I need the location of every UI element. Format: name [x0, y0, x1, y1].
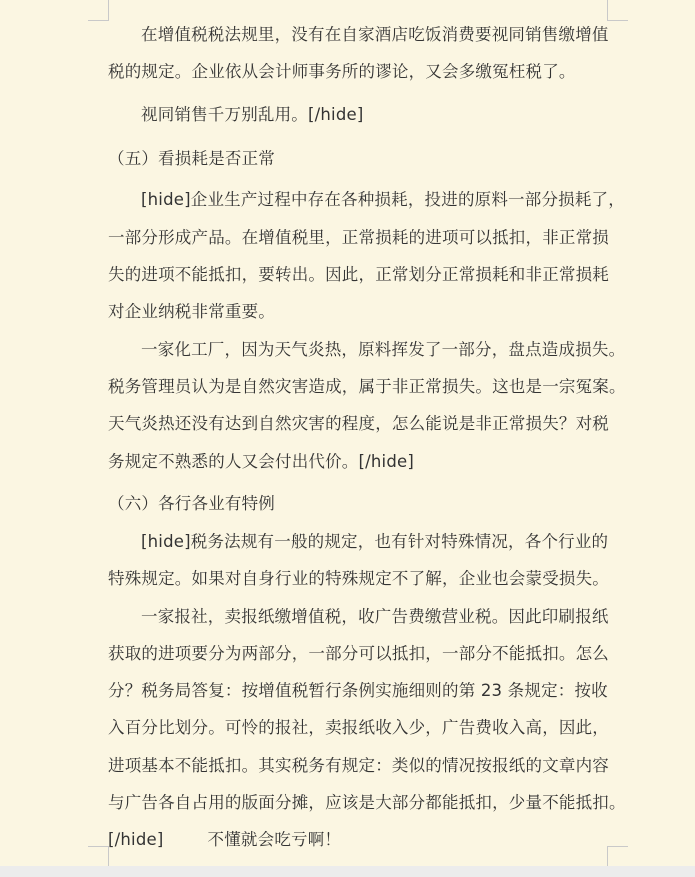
page-corner-mark-bottom-right — [607, 846, 628, 867]
hide-tag: [/hide] — [108, 830, 164, 849]
section-heading: （六）各行各业有特例 — [108, 494, 275, 513]
paragraph-line: 一家报社，卖报纸缴增值税，收广告费缴营业税。因此印刷报纸 — [141, 607, 609, 626]
paragraph-line: 天气炎热还没有达到自然灾害的程度，怎么能说是非正常损失？对税 — [108, 414, 609, 433]
page-corner-mark-bottom-left — [88, 846, 109, 867]
paragraph-line: 视同销售千万别乱用。[/hide] — [141, 105, 364, 124]
section-heading: （五）看损耗是否正常 — [108, 149, 275, 168]
paragraph-line: 税的规定。企业依从会计师事务所的谬论，又会多缴冤枉税了。 — [108, 62, 576, 81]
paragraph-line: 特殊规定。如果对自身行业的特殊规定不了解，企业也会蒙受损失。 — [108, 569, 609, 588]
paragraph-line: 一家化工厂，因为天气炎热，原料挥发了一部分，盘点造成损失。 — [141, 340, 626, 359]
page-corner-mark-top-right — [607, 0, 628, 21]
paragraph-line: 获取的进项要分为两部分，一部分可以抵扣，一部分不能抵扣。怎么 — [108, 644, 609, 663]
paragraph-line: 务规定不熟悉的人又会付出代价。[/hide] — [108, 452, 415, 471]
paragraph-line — [108, 828, 341, 852]
paragraph-line: 在增值税税法规里，没有在自家酒店吃饭消费要视同销售缴增值 — [141, 25, 609, 44]
paragraph-line: 与广告各自占用的版面分摊，应该是大部分都能抵扣，少量不能抵扣。 — [108, 793, 626, 812]
page-bottom-edge — [0, 866, 695, 877]
paragraph-line: 入百分比划分。可怜的报社，卖报纸收入少，广告费收入高，因此， — [108, 718, 609, 737]
closing-remark: 不懂就会吃亏啊！ — [207, 830, 342, 849]
paragraph-line: 税务管理员认为是自然灾害造成，属于非正常损失。这也是一宗冤案。 — [108, 377, 626, 396]
paragraph-line: 一部分形成产品。在增值税里，正常损耗的进项可以抵扣，非正常损 — [108, 228, 609, 247]
paragraph-line: [hide]企业生产过程中存在各种损耗，投进的原料一部分损耗了， — [141, 190, 625, 209]
paragraph-line: 进项基本不能抵扣。其实税务有规定：类似的情况按报纸的文章内容 — [108, 756, 609, 775]
paragraph-line: 对企业纳税非常重要。 — [108, 302, 275, 321]
page-corner-mark-top-left — [88, 0, 109, 21]
paragraph-line: 分？税务局答复：按增值税暂行条例实施细则的第 23 条规定：按收 — [108, 681, 608, 700]
paragraph-line: 失的进项不能抵扣，要转出。因此，正常划分正常损耗和非正常损耗 — [108, 265, 609, 284]
paragraph-line: [hide]税务法规有一般的规定，也有针对特殊情况，各个行业的 — [141, 532, 609, 551]
